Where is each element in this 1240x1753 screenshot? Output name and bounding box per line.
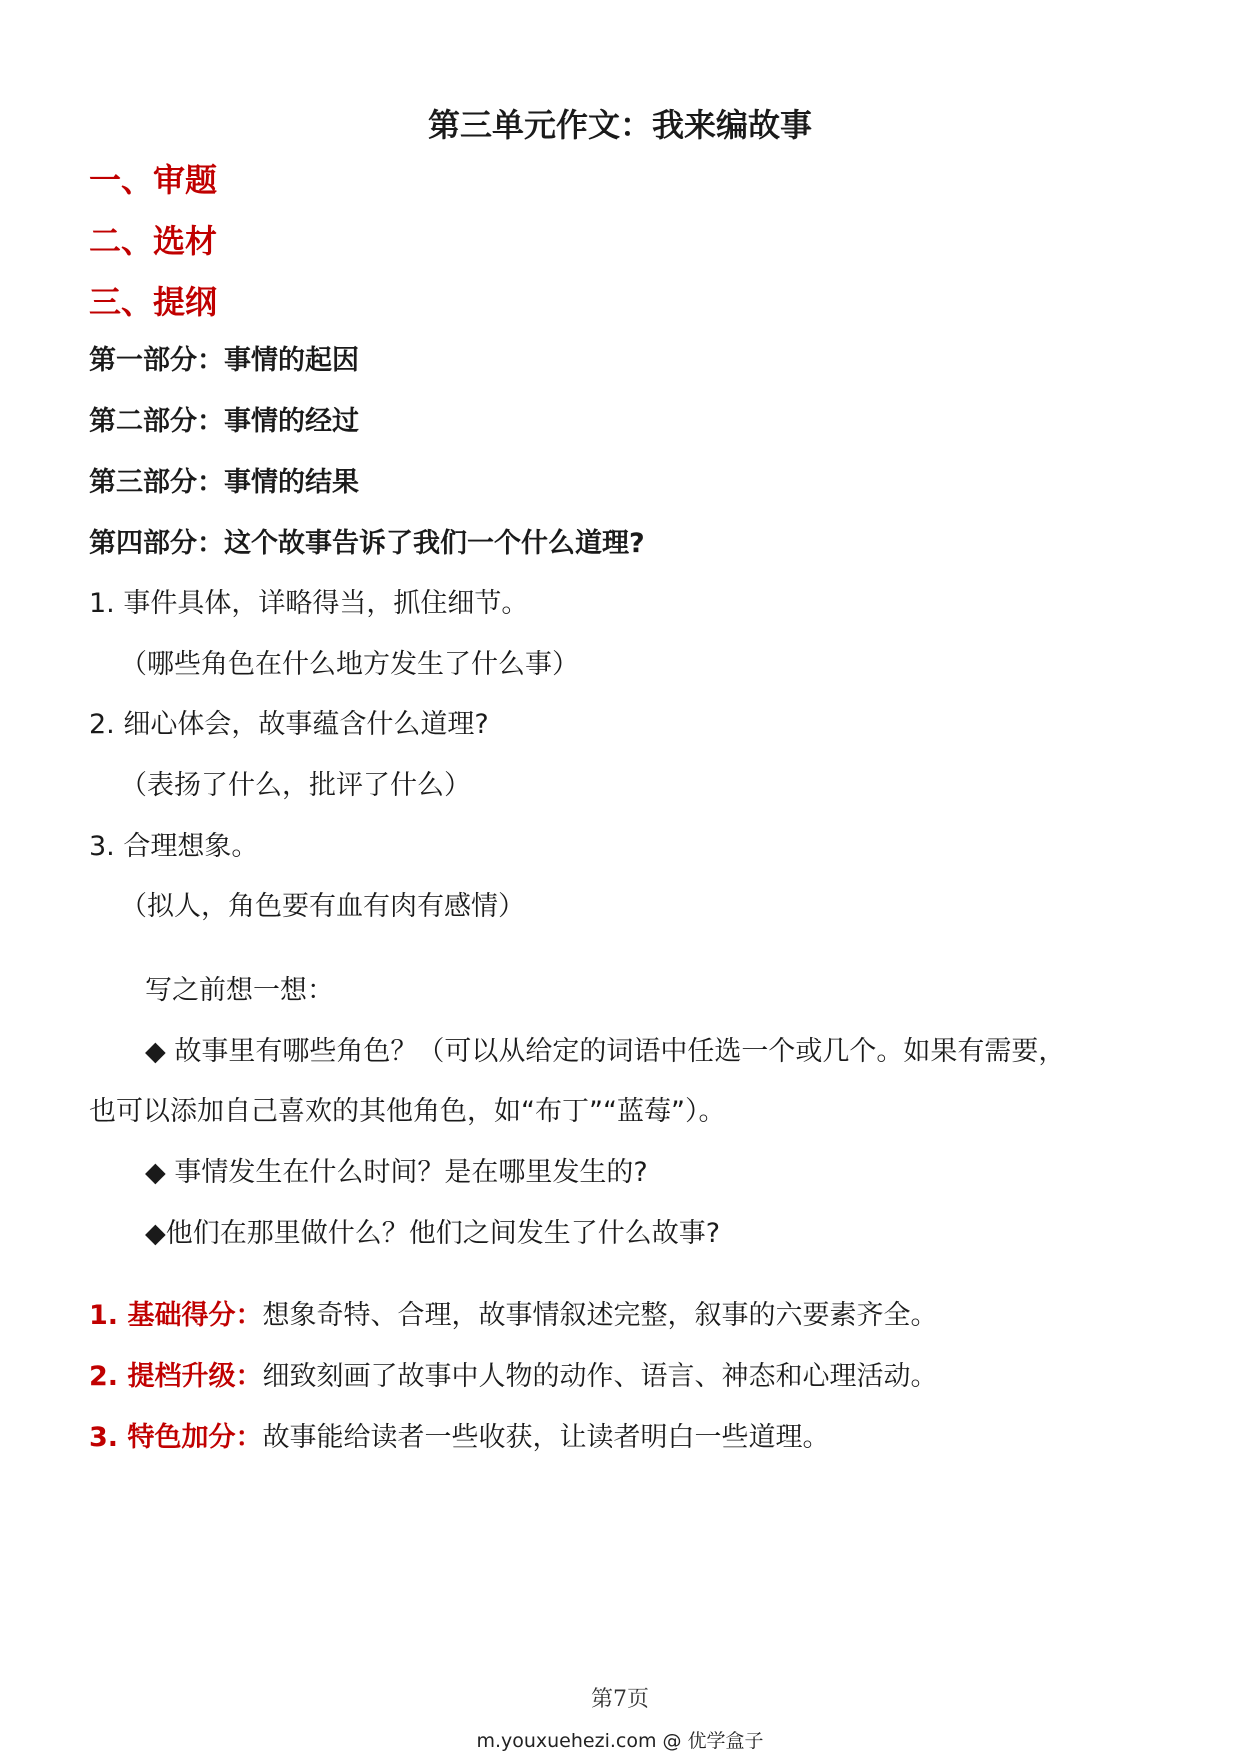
outline-part-3: 第三部分：事情的结果 bbox=[89, 467, 359, 498]
point-3: 3. 合理想象。 bbox=[89, 831, 259, 862]
point-2: 2. 细心体会，故事蕴含什么道理? bbox=[89, 709, 489, 740]
outline-part-1: 第一部分：事情的起因 bbox=[89, 345, 359, 376]
scoring-label: 3. 特色加分： bbox=[89, 1422, 263, 1453]
page-number: 第7页 bbox=[591, 1687, 649, 1712]
think-question-1: ◆ 故事里有哪些角色？（可以从给定的词语中任选一个或几个。如果有需要， bbox=[145, 1036, 1066, 1067]
section-heading-review: 一、审题 bbox=[89, 161, 218, 199]
outline-part-4: 第四部分：这个故事告诉了我们一个什么道理? bbox=[89, 528, 645, 559]
scoring-item-bonus bbox=[89, 1415, 829, 1454]
think-heading: 写之前想一想： bbox=[145, 975, 334, 1006]
scoring-text: 想象奇特、合理，故事情叙述完整，叙事的六要素齐全。 bbox=[262, 1300, 938, 1331]
section-heading-material: 二、选材 bbox=[89, 222, 218, 260]
site-watermark: m.youxuehezi.com @ 优学盒子 bbox=[476, 1730, 764, 1752]
section-heading-outline: 三、提纲 bbox=[89, 283, 218, 321]
scoring-item-basic bbox=[89, 1293, 937, 1332]
point-3-note: （拟人，角色要有血有肉有感情） bbox=[120, 891, 525, 922]
point-1: 1. 事件具体，详略得当，抓住细节。 bbox=[89, 588, 529, 619]
scoring-text: 细致刻画了故事中人物的动作、语言、神态和心理活动。 bbox=[262, 1361, 938, 1392]
scoring-text: 故事能给读者一些收获，让读者明白一些道理。 bbox=[262, 1422, 830, 1453]
think-question-2: ◆ 事情发生在什么时间？是在哪里发生的? bbox=[145, 1157, 648, 1188]
point-1-note: （哪些角色在什么地方发生了什么事） bbox=[120, 649, 579, 680]
scoring-item-upgrade bbox=[89, 1354, 937, 1393]
outline-part-2: 第二部分：事情的经过 bbox=[89, 406, 359, 437]
scoring-label: 2. 提档升级： bbox=[89, 1361, 263, 1392]
scoring-label: 1. 基础得分： bbox=[89, 1300, 263, 1331]
think-question-3: ◆他们在那里做什么？他们之间发生了什么故事? bbox=[145, 1218, 721, 1249]
point-2-note: （表扬了什么，批评了什么） bbox=[120, 770, 471, 801]
think-question-1-continued: 也可以添加自己喜欢的其他角色，如“布丁”“蓝莓”）。 bbox=[89, 1096, 726, 1127]
page-title: 第三单元作文：我来编故事 bbox=[427, 106, 812, 144]
